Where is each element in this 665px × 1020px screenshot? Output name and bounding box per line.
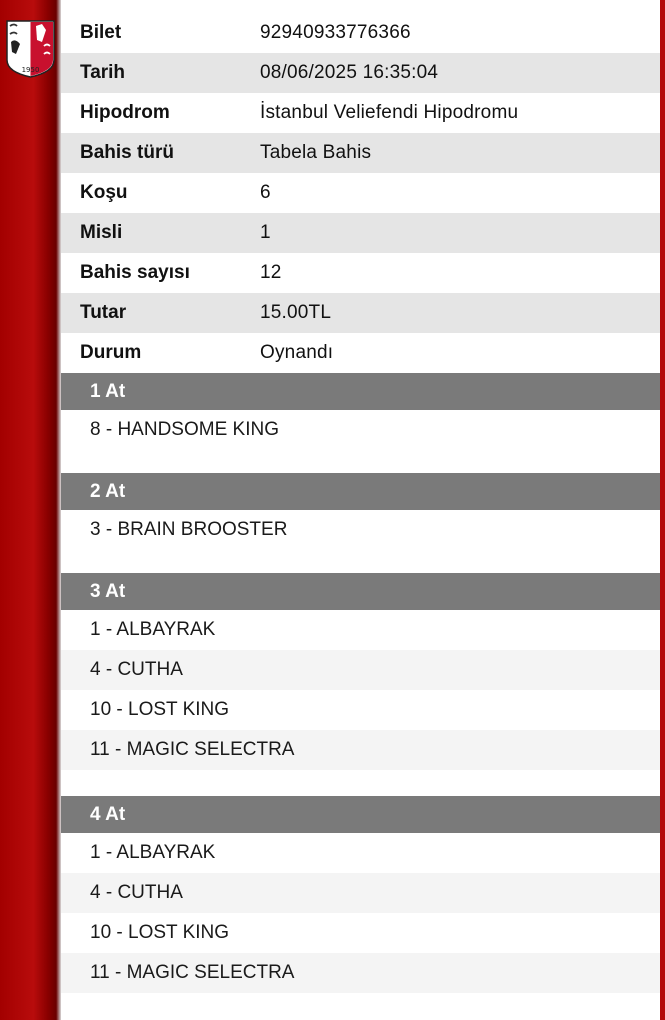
info-value: 92940933776366 (260, 22, 411, 43)
horse-row: 4 - CUTHA (61, 650, 660, 690)
info-value: İstanbul Veliefendi Hipodromu (260, 102, 519, 123)
info-label: Bahis türü (80, 142, 174, 163)
info-value: 6 (260, 182, 271, 203)
right-brand-bar (660, 0, 665, 1020)
info-label: Koşu (80, 182, 128, 203)
horse-row: 4 - CUTHA (61, 873, 660, 913)
ticket-detail-panel (61, 0, 660, 1020)
horse-row: 11 - MAGIC SELECTRA (61, 730, 660, 770)
svg-text:1950: 1950 (21, 66, 40, 74)
horse-row: 1 - ALBAYRAK (90, 842, 216, 863)
info-value: 15.00TL (260, 302, 332, 323)
horse-row: 8 - HANDSOME KING (90, 419, 279, 440)
info-value: Oynandı (260, 342, 334, 363)
selection-leg-4 (61, 796, 660, 993)
leg-header: 4 At (61, 796, 660, 833)
info-row-bahis-sayisi (61, 253, 660, 293)
horse-row: 11 - MAGIC SELECTRA (61, 953, 660, 993)
info-value: 08/06/2025 16:35:04 (260, 62, 439, 83)
horse-row: 10 - LOST KING (90, 922, 230, 943)
info-label: Hipodrom (80, 102, 170, 123)
info-row-hipodrom (61, 93, 660, 133)
info-row-kosu (61, 173, 660, 213)
info-label: Bilet (80, 22, 122, 43)
info-row-bilet (61, 0, 660, 53)
info-value: 1 (260, 222, 271, 243)
horse-row: 1 - ALBAYRAK (90, 619, 216, 640)
selection-leg-3 (61, 573, 660, 796)
info-label: Tarih (80, 62, 126, 83)
selection-leg-1 (61, 373, 660, 473)
club-logo-icon (6, 20, 55, 78)
left-brand-bar (0, 0, 61, 1020)
info-row-tutar (61, 293, 660, 333)
leg-header: 3 At (61, 573, 660, 610)
info-value: Tabela Bahis (260, 142, 372, 163)
info-row-tarih (61, 53, 660, 93)
info-row-durum (61, 333, 660, 373)
info-label: Durum (80, 342, 142, 363)
info-label: Bahis sayısı (80, 262, 190, 283)
selection-leg-2 (61, 473, 660, 573)
info-label: Misli (80, 222, 123, 243)
info-label: Tutar (80, 302, 127, 323)
leg-header: 2 At (61, 473, 660, 510)
info-row-bahis-turu (61, 133, 660, 173)
info-row-misli (61, 213, 660, 253)
ticket-info-table (61, 0, 660, 373)
leg-header: 1 At (61, 373, 660, 410)
horse-row: 10 - LOST KING (90, 699, 230, 720)
info-value: 12 (260, 262, 282, 283)
horse-row: 3 - BRAIN BROOSTER (90, 519, 288, 540)
